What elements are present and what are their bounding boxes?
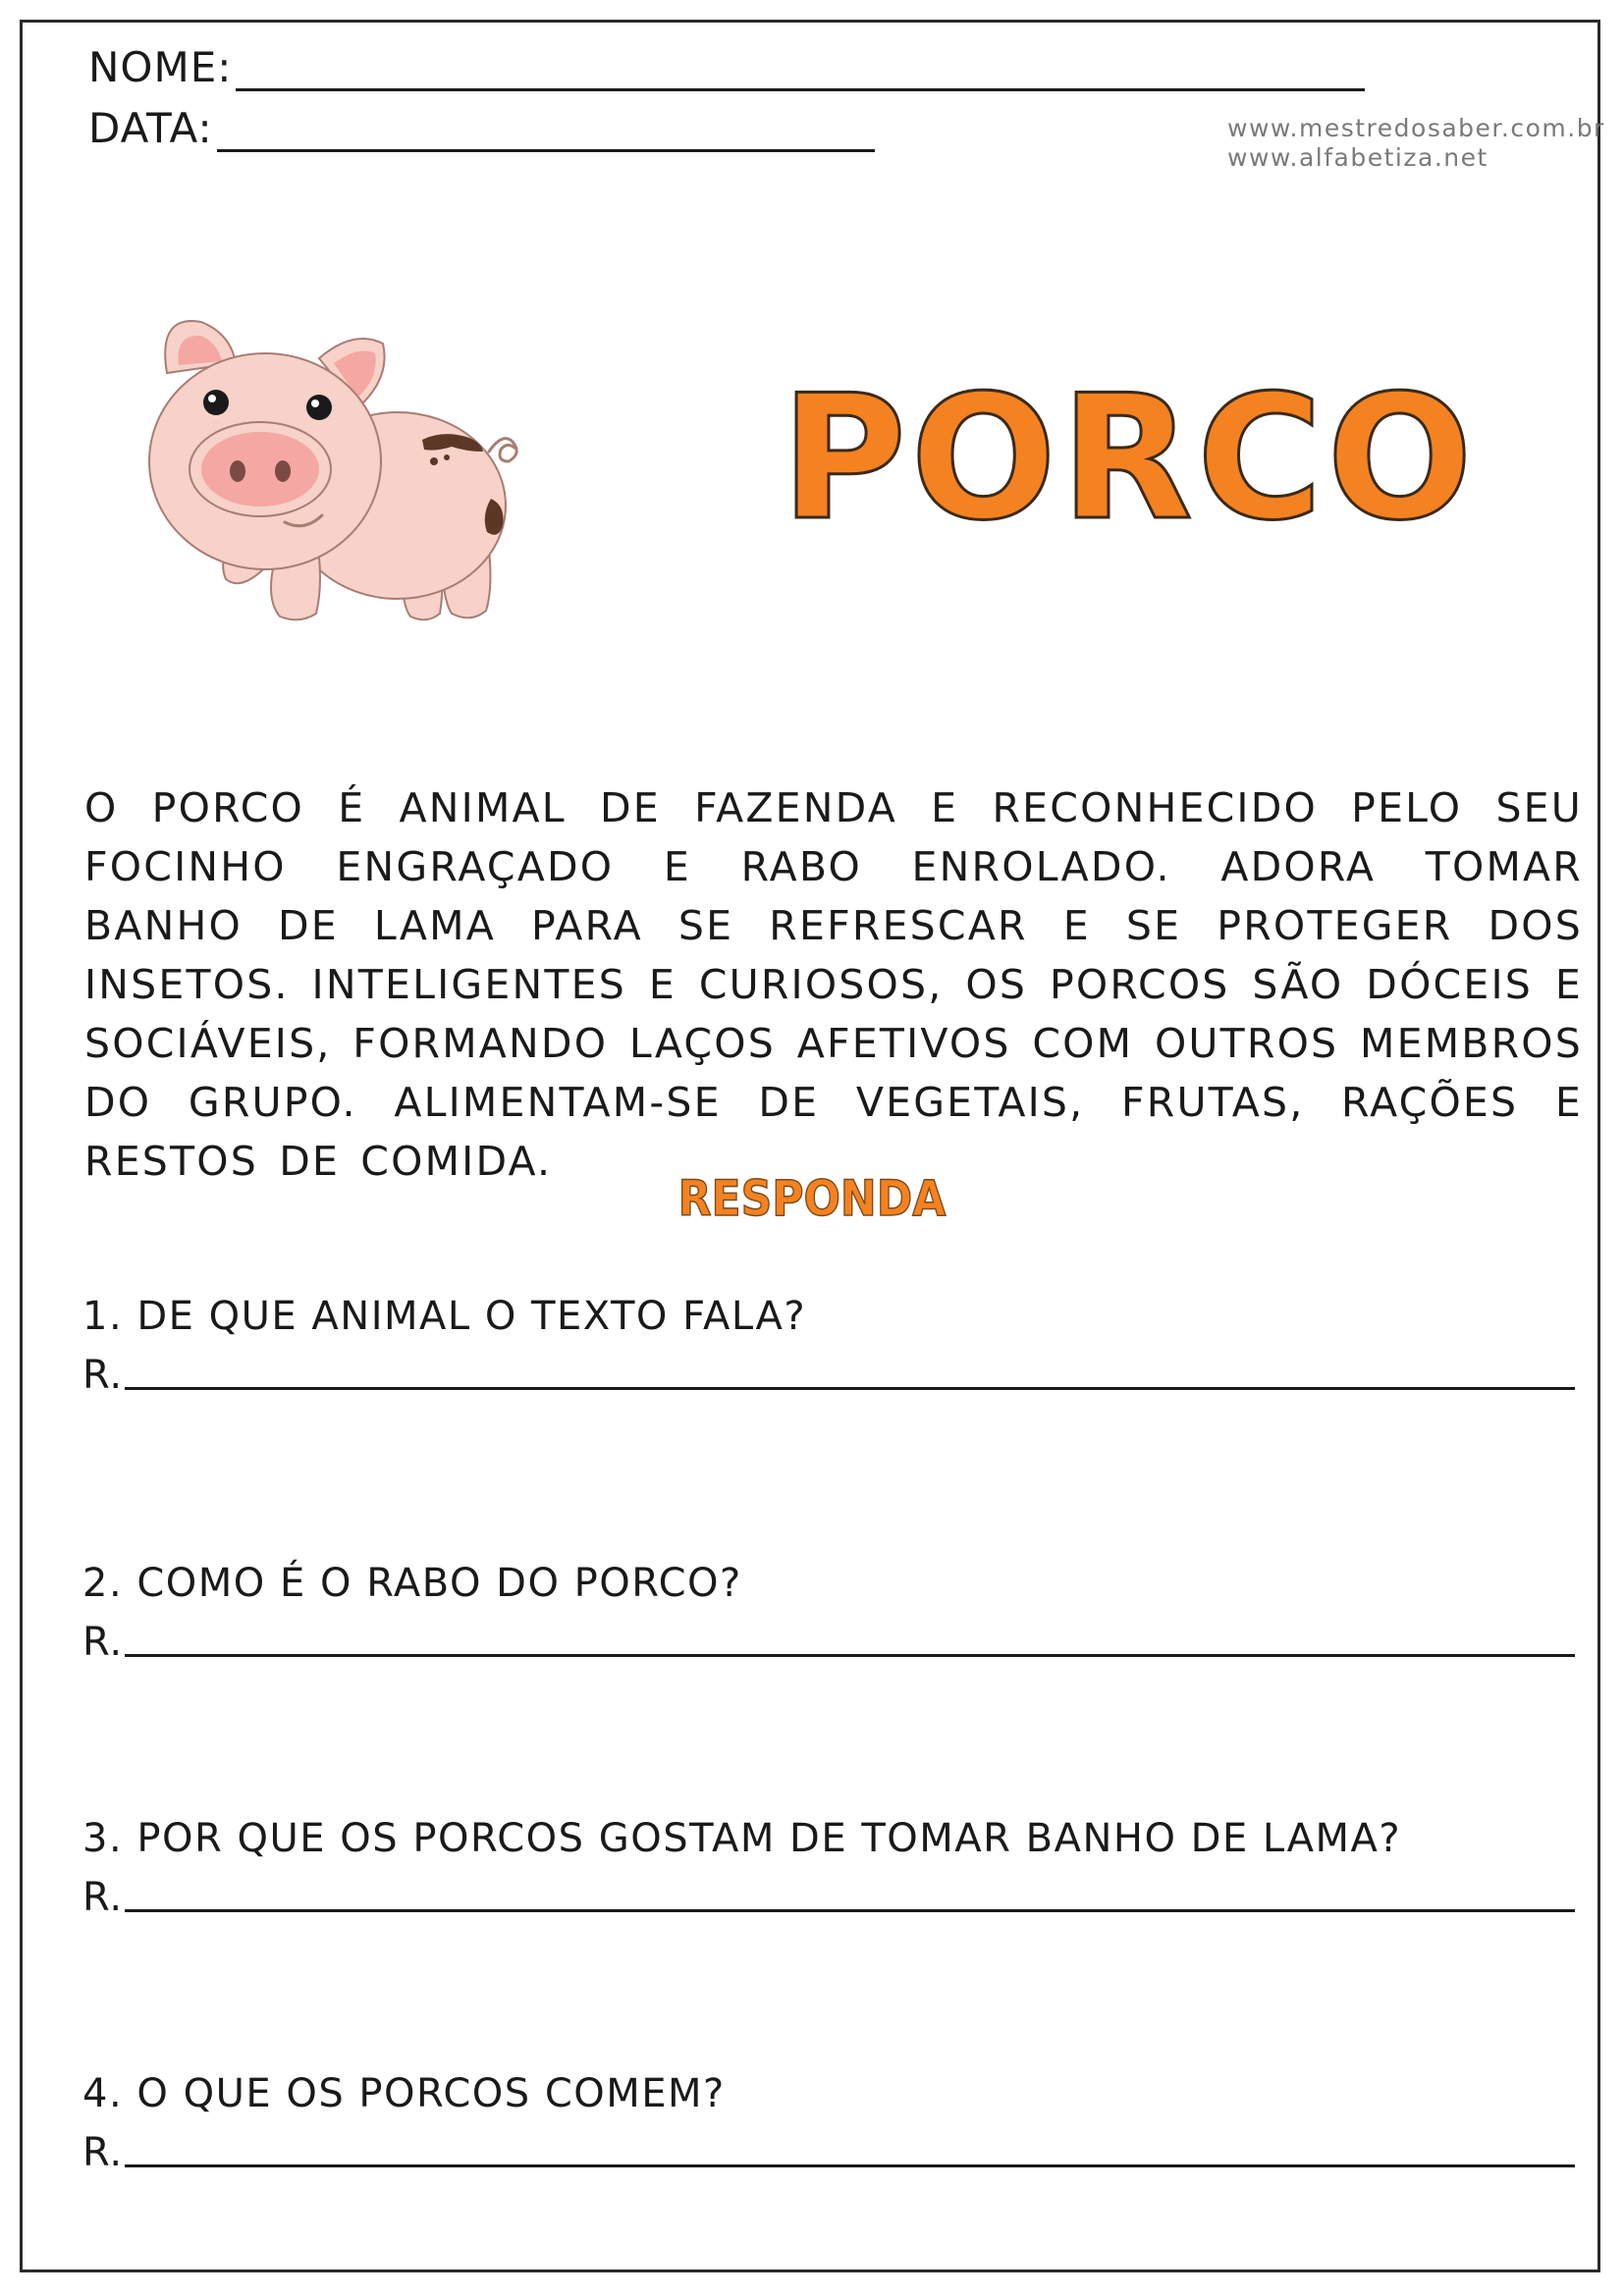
pig-icon: [147, 304, 540, 638]
question-text: 4. O QUE OS PORCOS COMEM?: [82, 2071, 726, 2116]
question-text: 3. POR QUE OS PORCOS GOSTAM DE TOMAR BANHO DE LAMA?: [82, 1816, 1402, 1861]
answer-blank[interactable]: [125, 1625, 1575, 1657]
date-line: [88, 104, 875, 152]
pig-mud-drop: [430, 457, 438, 465]
pig-nostril: [230, 460, 245, 482]
name-label: NOME:: [88, 43, 233, 91]
answer-blank[interactable]: [125, 1880, 1575, 1912]
website-alfabetiza: www.alfabetiza.net: [1227, 143, 1489, 172]
question-1: [82, 1294, 1575, 1398]
answer-row: [82, 1620, 1575, 1665]
question-text: 2. COMO É O RABO DO PORCO?: [82, 1561, 742, 1606]
website-mestredosaber: www.mestredosaber.com.br: [1227, 114, 1605, 142]
pig-eye-left: [203, 390, 229, 415]
date-blank[interactable]: [217, 116, 875, 152]
pig-nostril: [275, 460, 291, 482]
page-title: PORCO: [781, 359, 1477, 559]
answer-blank[interactable]: [125, 2135, 1575, 2167]
answer-blank[interactable]: [125, 1358, 1575, 1390]
answer-row: [82, 2130, 1575, 2175]
answer-row: [82, 1875, 1575, 1920]
pig-mud-drop: [444, 454, 450, 460]
question-3: [82, 1816, 1575, 1920]
answer-row: [82, 1353, 1575, 1398]
reading-passage: O PORCO É ANIMAL DE FAZENDA E RECONHECIDO PELO SEU FOCINHO ENGRAÇADO E RABO ENROLADO. ADORA TOMAR BANHO DE LAMA PARA SE REFRESCAR E SE PROTEGER DOS INSETOS. INTELIGENTES E CURIOSOS, OS PORCOS SÃO DÓCEIS E SOCIÁVEIS, FORMANDO LAÇOS AFETIVOS COM OUTROS MEMBROS DO GRUPO. ALIMENTAM-SE DE VEGETAIS, FRUTAS, RAÇÕES E RESTOS DE COMIDA.: [84, 784, 1583, 1185]
name-line: [88, 43, 1365, 91]
pig-tail: [489, 439, 516, 461]
date-label: DATA:: [88, 104, 213, 152]
answer-label: R.: [82, 2130, 124, 2175]
question-2: [82, 1561, 1575, 1665]
answer-label: R.: [82, 1620, 124, 1665]
respond-heading: RESPONDA: [677, 1170, 947, 1227]
answer-label: R.: [82, 1875, 124, 1920]
answer-label: R.: [82, 1353, 124, 1398]
question-text: 1. DE QUE ANIMAL O TEXTO FALA?: [82, 1294, 807, 1339]
question-4: [82, 2071, 1575, 2175]
name-blank[interactable]: [236, 55, 1365, 91]
pig-eye-right: [306, 395, 332, 420]
